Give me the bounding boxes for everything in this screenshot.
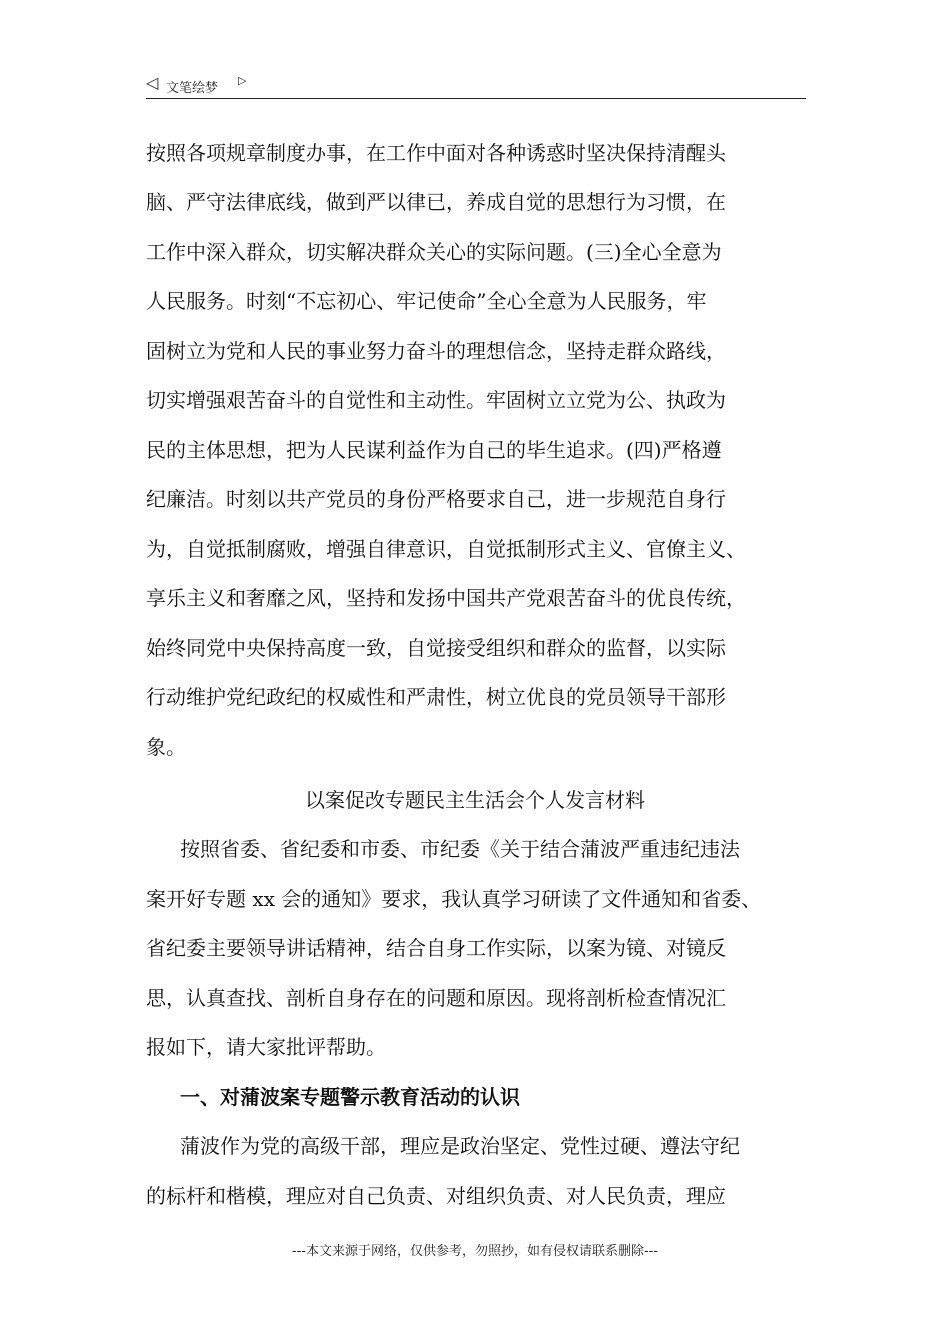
intro-line: 省纪委主要领导讲话精神，结合自身工作实际，以案为镜、对镜反 bbox=[146, 936, 726, 960]
body-line: 享乐主义和奢靡之风，坚持和发扬中国共产党艰苦奋斗的优良传统， bbox=[146, 586, 746, 610]
body-line: 固树立为党和人民的事业努力奋斗的理想信念，坚持走群众路线， bbox=[146, 339, 726, 363]
body-line: 民的主体思想，把为人民谋利益作为自己的毕生追求。(四)严格遵 bbox=[146, 438, 722, 462]
intro-line: 按照省委、省纪委和市委、市纪委《关于结合蒲波严重违纪违法 bbox=[180, 837, 740, 861]
body-line: 工作中深入群众，切实解决群众关心的实际问题。(三)全心全意为 bbox=[146, 240, 722, 264]
body-line: 脑、严守法律底线，做到严以律已，养成自觉的思想行为习惯，在 bbox=[146, 190, 726, 214]
body-line: 按照各项规章制度办事，在工作中面对各种诱惑时坚决保持清醒头 bbox=[146, 141, 726, 165]
body-line: 人民服务。时刻“不忘初心、牢记使命”全心全意为人民服务，牢 bbox=[146, 289, 707, 313]
body-line: 始终同党中央保持高度一致，自觉接受组织和群众的监督，以实际 bbox=[146, 636, 726, 660]
triangle-right-outline-icon: ▷ bbox=[238, 74, 247, 87]
body-line: 纪廉洁。时刻以共产党员的身份严格要求自己，进一步规范自身行 bbox=[146, 487, 726, 511]
para-line: 的标杆和楷模，理应对自己负责、对组织负责、对人民负责，理应 bbox=[146, 1184, 726, 1208]
body-line: 行动维护党纪政纪的权威性和严肃性，树立优良的党员领导干部形 bbox=[146, 685, 726, 709]
para-line: 蒲波作为党的高级干部，理应是政治坚定、党性过硬、遵法守纪 bbox=[180, 1134, 740, 1158]
intro-line: 思，认真查找、剖析自身存在的问题和原因。现将剖析检查情况汇 bbox=[146, 986, 726, 1010]
body-line: 切实增强艰苦奋斗的自觉性和主动性。牢固树立立党为公、执政为 bbox=[146, 388, 726, 412]
page-footer: ---本文来源于网络，仅供参考，勿照抄，如有侵权请联系删除--- bbox=[291, 1244, 659, 1259]
section-title: 以案促改专题民主生活会个人发言材料 bbox=[305, 788, 645, 812]
body-line: 为，自觉抵制腐败，增强自律意识，自觉抵制形式主义、官僚主义、 bbox=[146, 537, 746, 561]
page-header bbox=[146, 74, 806, 99]
section-heading: 一、对蒲波案专题警示教育活动的认识 bbox=[180, 1085, 520, 1109]
body-line: 象。 bbox=[146, 735, 186, 759]
triangle-left-outline-icon: ◁ bbox=[146, 73, 159, 92]
intro-line: 案开好专题 xx 会的通知》要求，我认真学习研读了文件通知和省委、 bbox=[146, 887, 762, 911]
intro-line: 报如下，请大家批评帮助。 bbox=[146, 1035, 386, 1059]
header-brand: 文笔绘梦 bbox=[166, 81, 219, 96]
